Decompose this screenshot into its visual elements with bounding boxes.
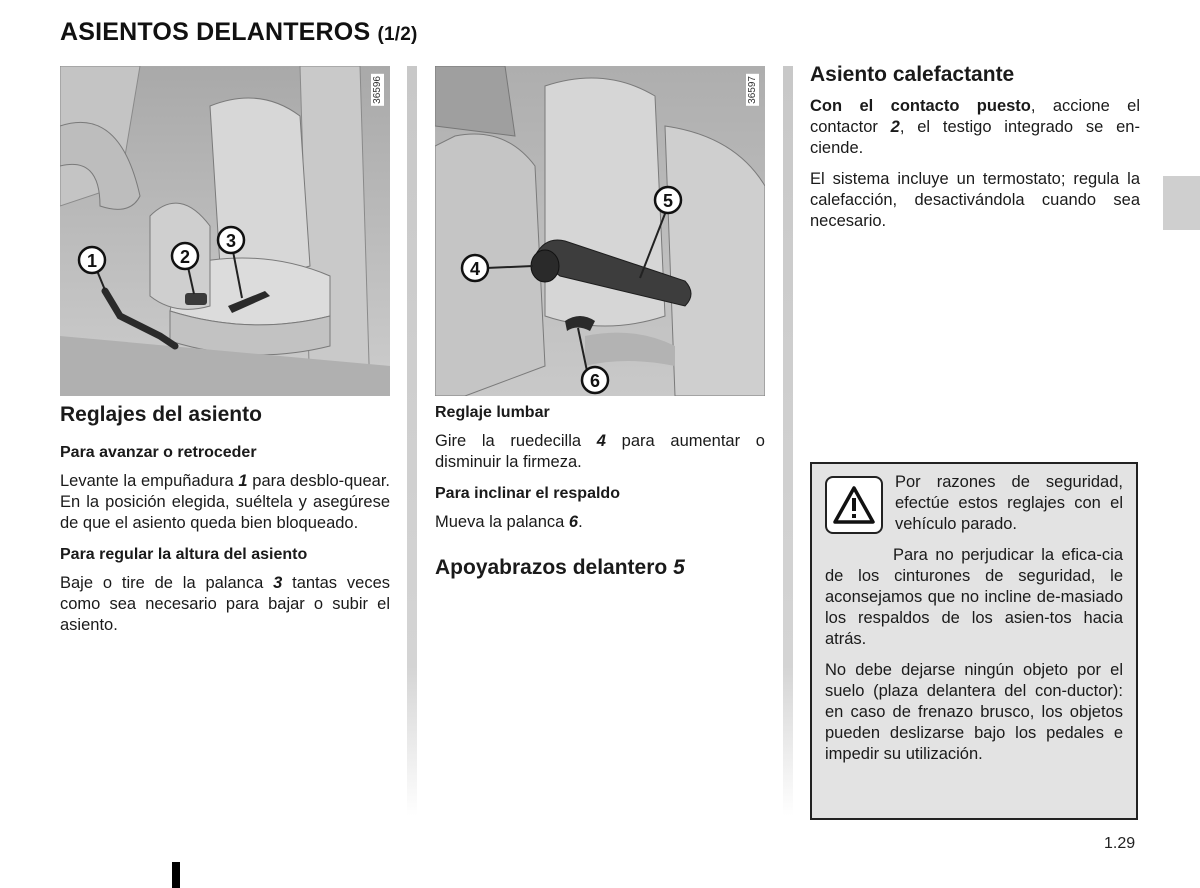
armrest-drawing bbox=[435, 66, 765, 396]
warning-paragraph: No debe dejarse ningún objeto por el suelo (plaza delantera del con-ductor): en caso de frenazo brusco, los objetos pueden deslizarse bajo los pedales e impedir su utilización. bbox=[825, 661, 1123, 763]
ref-number: 3 bbox=[273, 574, 283, 592]
section-heading: Reglajes del asiento bbox=[60, 403, 262, 426]
section-heading bbox=[435, 555, 765, 581]
column-seat-adjustment bbox=[60, 402, 390, 646]
figure-code: 36597 bbox=[747, 76, 758, 104]
title-part: (1/2) bbox=[377, 24, 418, 45]
svg-text:6: 6 bbox=[589, 371, 601, 391]
callout-5 bbox=[655, 187, 681, 213]
subheading: Para inclinar el respaldo bbox=[435, 485, 620, 502]
subheading: Para regular la altura del asiento bbox=[60, 546, 308, 563]
title-text: ASIENTOS DELANTEROS bbox=[60, 18, 371, 46]
text-run: . bbox=[578, 513, 583, 531]
subheading: Para avanzar o retroceder bbox=[60, 444, 257, 461]
seat-drawing bbox=[60, 66, 390, 396]
paragraph bbox=[810, 96, 1140, 159]
warning-triangle-icon bbox=[825, 476, 883, 534]
svg-text:2: 2 bbox=[179, 247, 191, 267]
paragraph bbox=[60, 471, 390, 534]
callout-6 bbox=[582, 367, 608, 393]
armrest-illustration bbox=[435, 66, 765, 396]
column-heated-seat bbox=[810, 62, 1140, 242]
subheading: Reglaje lumbar bbox=[435, 404, 550, 421]
text-run: , el testigo integrado se en-ciende. bbox=[810, 118, 1140, 157]
callout-3 bbox=[218, 227, 244, 253]
text-run: Mueva la palanca bbox=[435, 513, 569, 531]
text-run: Levante la empuñadura bbox=[60, 472, 239, 490]
callout-4 bbox=[462, 255, 488, 281]
svg-text:3: 3 bbox=[225, 231, 237, 251]
text-run: tantas veces como sea necesario para bajar o subir el asiento. bbox=[60, 574, 390, 634]
chapter-thumb-tab bbox=[1163, 176, 1200, 230]
page-number: 1.29 bbox=[1104, 835, 1136, 852]
text-run: Baje o tire de la palanca bbox=[60, 574, 274, 592]
text-run: para desblo-quear. En la posición elegida, suéltela y asegúrese de que el asiento queda bien bloqueado. bbox=[60, 472, 390, 532]
paragraph bbox=[435, 431, 765, 473]
crop-mark bbox=[172, 862, 180, 888]
column-separator bbox=[783, 66, 793, 816]
paragraph: El sistema incluye un termostato; regula la calefacción, desactivándola cuando sea necesario. bbox=[810, 170, 1140, 230]
svg-text:4: 4 bbox=[469, 259, 481, 279]
callout-2 bbox=[172, 243, 198, 269]
figure-code: 36596 bbox=[372, 76, 383, 104]
warning-box bbox=[810, 462, 1138, 820]
warning-paragraph: Por razones de seguridad, efectúe estos reglajes con el vehículo parado. bbox=[895, 473, 1123, 533]
warning-paragraph: Para no perjudicar la efica-cia de los cinturones de seguridad, le aconsejamos que no incline de-masiado los respaldos de los asien-tos hacia atrás. bbox=[825, 546, 1123, 648]
bold-run: Con el contacto puesto bbox=[810, 97, 1031, 115]
paragraph bbox=[435, 512, 765, 533]
column-lumbar-armrest bbox=[435, 402, 765, 595]
ref-number: 5 bbox=[673, 556, 685, 579]
ref-number: 2 bbox=[890, 118, 900, 136]
text-run: , accione el contactor bbox=[810, 97, 1140, 136]
heading-text: Apoyabrazos delantero bbox=[435, 556, 674, 579]
ref-number: 6 bbox=[568, 513, 579, 531]
ref-number: 4 bbox=[596, 432, 606, 450]
svg-text:1: 1 bbox=[86, 251, 98, 271]
svg-text:5: 5 bbox=[662, 191, 674, 211]
ref-number: 1 bbox=[238, 472, 248, 490]
text-run: para aumentar o disminuir la firmeza. bbox=[435, 432, 765, 471]
section-heading: Asiento calefactante bbox=[810, 63, 1015, 86]
paragraph bbox=[60, 573, 390, 636]
callout-1 bbox=[79, 247, 105, 273]
text-run: Gire la ruedecilla bbox=[435, 432, 597, 450]
column-separator bbox=[407, 66, 417, 816]
seat-adjust-illustration bbox=[60, 66, 390, 396]
page-title bbox=[60, 18, 418, 47]
